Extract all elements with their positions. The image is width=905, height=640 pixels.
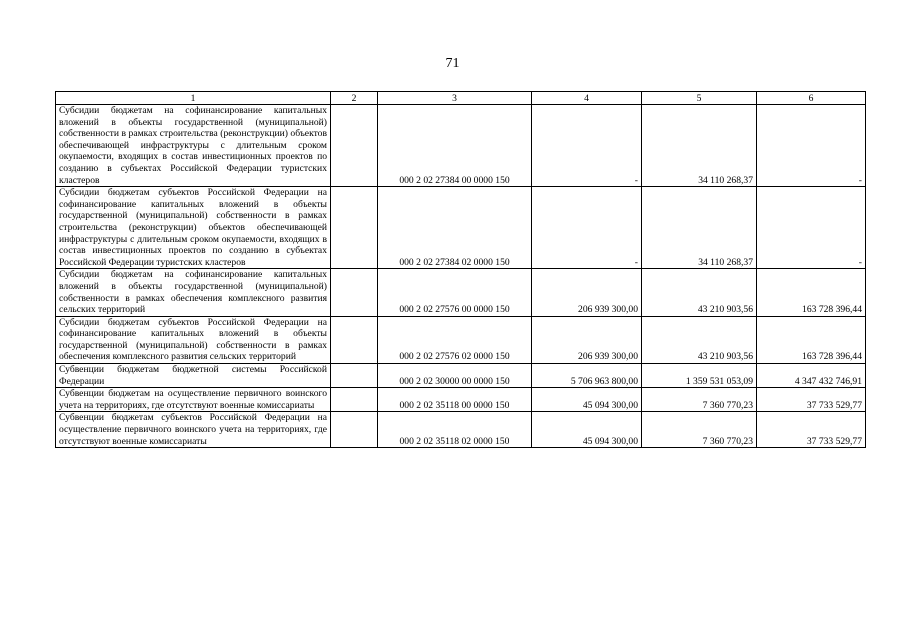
row-value-4: - bbox=[532, 105, 642, 187]
table-row bbox=[56, 364, 866, 388]
row-value-4: - bbox=[532, 187, 642, 269]
row-value-5: 34 110 268,37 bbox=[642, 105, 757, 187]
row-code: 000 2 02 27384 00 0000 150 bbox=[378, 105, 532, 187]
row-code: 000 2 02 27384 02 0000 150 bbox=[378, 187, 532, 269]
row-name: Субсидии бюджетам субъектов Российской Федерации на софинансирование капитальных вложений в объекты государственной (муниципальной) собственности в рамках обеспечения комплексного развития сельских территорий bbox=[56, 316, 331, 363]
row-value-5: 7 360 770,23 bbox=[642, 412, 757, 448]
row-value-5: 7 360 770,23 bbox=[642, 388, 757, 412]
row-col2 bbox=[331, 388, 378, 412]
row-value-5: 1 359 531 053,09 bbox=[642, 364, 757, 388]
column-header-4: 4 bbox=[532, 92, 642, 105]
row-code: 000 2 02 30000 00 0000 150 bbox=[378, 364, 532, 388]
table-header-row bbox=[56, 92, 866, 105]
row-col2 bbox=[331, 412, 378, 448]
row-value-5: 43 210 903,56 bbox=[642, 316, 757, 363]
table-row bbox=[56, 105, 866, 187]
row-value-4: 5 706 963 800,00 bbox=[532, 364, 642, 388]
table-row bbox=[56, 187, 866, 269]
row-code: 000 2 02 35118 00 0000 150 bbox=[378, 388, 532, 412]
row-value-5: 34 110 268,37 bbox=[642, 187, 757, 269]
row-value-6: - bbox=[757, 187, 866, 269]
row-name: Субсидии бюджетам субъектов Российской Федерации на софинансирование капитальных вложений в объекты государственной (муниципальной) собственности в рамках строительства (реконструкции) объектов обеспечивающей инфраструктуры с длительным сроком окупаемости, входящих в состав инвестиционных проектов по созданию в субъектах Российской Федерации туристских кластеров bbox=[56, 187, 331, 269]
row-col2 bbox=[331, 187, 378, 269]
table-row bbox=[56, 316, 866, 363]
table-row bbox=[56, 269, 866, 316]
column-header-3: 3 bbox=[378, 92, 532, 105]
column-header-6: 6 bbox=[757, 92, 866, 105]
row-col2 bbox=[331, 316, 378, 363]
row-col2 bbox=[331, 364, 378, 388]
row-value-4: 45 094 300,00 bbox=[532, 412, 642, 448]
row-name: Субвенции бюджетам субъектов Российской Федерации на осуществление первичного воинского учета на территориях, где отсутствуют военные комиссариаты bbox=[56, 412, 331, 448]
column-header-1: 1 bbox=[56, 92, 331, 105]
row-code: 000 2 02 27576 00 0000 150 bbox=[378, 269, 532, 316]
row-col2 bbox=[331, 269, 378, 316]
row-name: Субсидии бюджетам на софинансирование капитальных вложений в объекты государственной (муниципальной) собственности в рамках строительства (реконструкции) объектов обеспечивающей инфраструктуры с длительным сроком окупаемости, входящих в состав инвестиционных проектов по созданию в субъектах Российской Федерации туристских кластеров bbox=[56, 105, 331, 187]
row-value-6: 4 347 432 746,91 bbox=[757, 364, 866, 388]
row-name: Субсидии бюджетам на софинансирование капитальных вложений в объекты государственной (муниципальной) собственности в рамках обеспечения комплексного развития сельских территорий bbox=[56, 269, 331, 316]
column-header-5: 5 bbox=[642, 92, 757, 105]
row-value-6: 163 728 396,44 bbox=[757, 269, 866, 316]
row-value-5: 43 210 903,56 bbox=[642, 269, 757, 316]
page-number: 71 bbox=[445, 56, 460, 71]
row-code: 000 2 02 27576 02 0000 150 bbox=[378, 316, 532, 363]
budget-table bbox=[55, 91, 866, 448]
column-header-2: 2 bbox=[331, 92, 378, 105]
row-value-6: - bbox=[757, 105, 866, 187]
row-value-6: 163 728 396,44 bbox=[757, 316, 866, 363]
row-value-4: 206 939 300,00 bbox=[532, 316, 642, 363]
table-row bbox=[56, 388, 866, 412]
row-col2 bbox=[331, 105, 378, 187]
table-row bbox=[56, 412, 866, 448]
row-code: 000 2 02 35118 02 0000 150 bbox=[378, 412, 532, 448]
row-name: Субвенции бюджетам на осуществление первичного воинского учета на территориях, где отсутствуют военные комиссариаты bbox=[56, 388, 331, 412]
row-value-4: 45 094 300,00 bbox=[532, 388, 642, 412]
row-value-4: 206 939 300,00 bbox=[532, 269, 642, 316]
row-name: Субвенции бюджетам бюджетной системы Российской Федерации bbox=[56, 364, 331, 388]
row-value-6: 37 733 529,77 bbox=[757, 412, 866, 448]
row-value-6: 37 733 529,77 bbox=[757, 388, 866, 412]
